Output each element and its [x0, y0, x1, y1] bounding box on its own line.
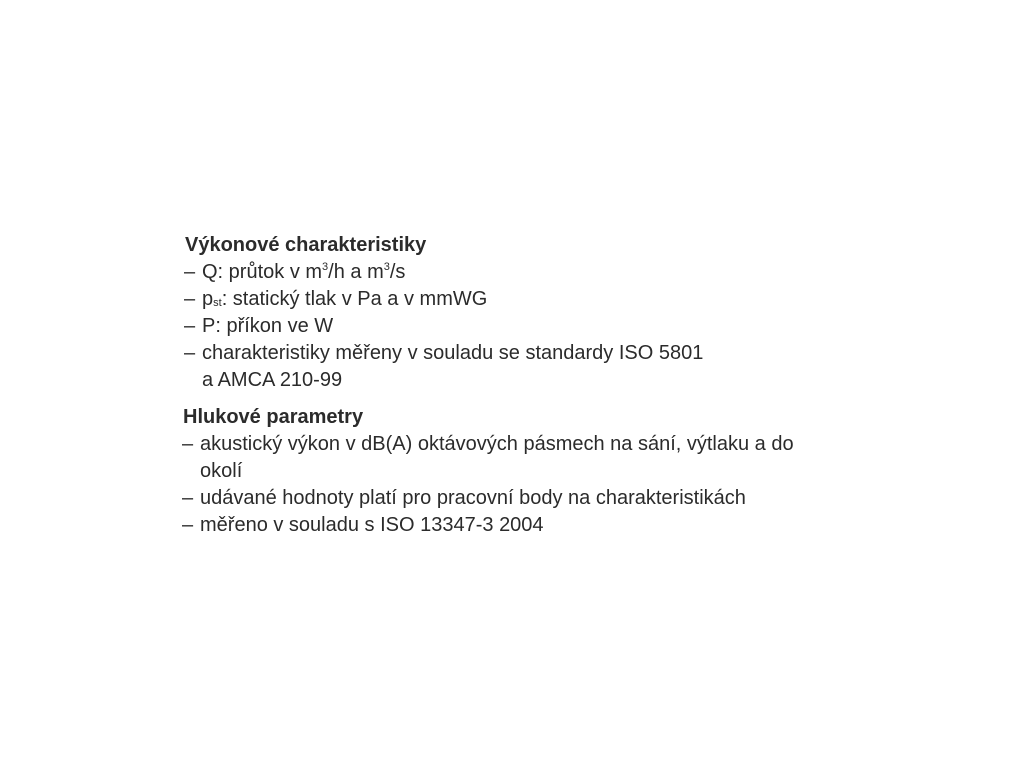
list-item-power [184, 313, 1024, 340]
list-item-values-validity [182, 485, 1024, 512]
section-performance-characteristics [0, 232, 1024, 394]
item-text-line: okolí [200, 460, 243, 482]
dash-bullet: – [184, 261, 196, 283]
list-item-iso-standard [182, 512, 1024, 539]
item-text: udávané hodnoty platí pro pracovní body na charakteristikách [200, 487, 746, 509]
section-heading: Hlukové parametry [183, 406, 364, 428]
dash-bullet: – [182, 487, 194, 509]
item-text: P: příkon ve W [202, 315, 334, 337]
section-noise-parameters [0, 404, 1024, 539]
item-text: měřeno v souladu s ISO 13347-3 2004 [200, 514, 544, 536]
dash-bullet: – [182, 514, 194, 536]
item-text-line: akustický výkon v dB(A) oktávových pásmech na sání, výtlaku a do [200, 433, 794, 455]
text-fragment: : statický tlak v Pa a v mmWG [221, 288, 488, 310]
superscript: 3 [383, 261, 390, 273]
dash-bullet: – [184, 288, 196, 310]
item-text-line: charakteristiky měřeny v souladu se standardy ISO 5801 [202, 342, 704, 364]
subscript: st [213, 297, 222, 309]
text-fragment: p [202, 288, 214, 310]
superscript: 3 [322, 261, 329, 273]
text-fragment: Q: průtok v m [202, 261, 323, 283]
text-fragment: /h a m [328, 261, 384, 283]
text-fragment: /s [389, 261, 406, 283]
dash-bullet: – [184, 342, 196, 364]
bullet-list [0, 431, 1024, 539]
dash-bullet: – [182, 433, 194, 455]
list-item-acoustic-power [182, 431, 1024, 485]
list-item-static-pressure [184, 286, 1024, 313]
dash-bullet: – [184, 315, 196, 337]
list-item-measurement-standard [184, 340, 1024, 394]
item-text-line: a AMCA 210-99 [202, 369, 343, 391]
section-heading: Výkonové charakteristiky [185, 234, 427, 256]
list-item-flow [184, 259, 1024, 286]
bullet-list [0, 259, 1024, 394]
